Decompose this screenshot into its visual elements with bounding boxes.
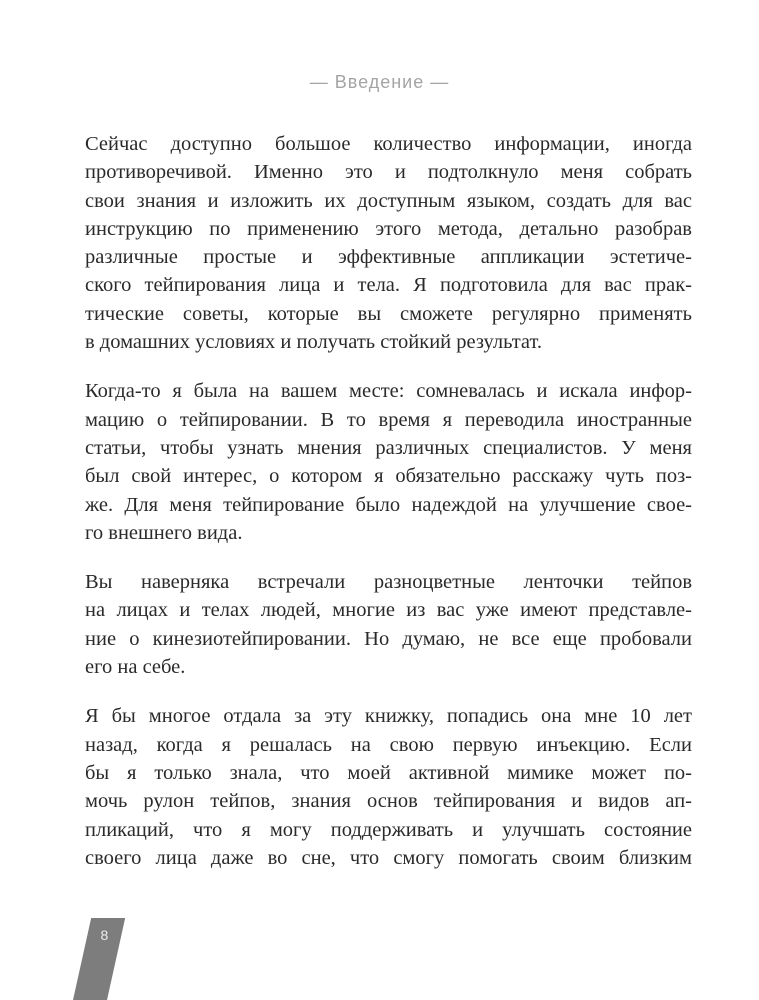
text-line: ние о кинезиотейпировании. Но думаю, не все еще пробовали bbox=[85, 627, 692, 650]
text-line: пликаций, что я могу поддерживать и улучшать состояние bbox=[85, 818, 692, 841]
text-line: же. Для меня тейпирование было надеждой на улучшение свое- bbox=[85, 493, 692, 516]
text-line: своего лица даже во сне, что смогу помогать своим близким bbox=[85, 846, 692, 869]
text-line: был свой интерес, о котором я обязательно расскажу чуть поз- bbox=[85, 465, 692, 488]
page-number: 8 bbox=[100, 927, 109, 943]
chapter-header: — Введение — bbox=[309, 72, 450, 92]
paragraph bbox=[85, 130, 692, 356]
text-line: мочь рулон тейпов, знания основ тейпирования и видов ап- bbox=[85, 790, 692, 813]
text-line: го внешнего вида. bbox=[85, 521, 243, 544]
text-line: Вы наверняка встречали разноцветные ленточки тейпов bbox=[85, 571, 692, 594]
text-line: Я бы многое отдала за эту книжку, попадись она мне 10 лет bbox=[85, 705, 692, 728]
text-line: Сейчас доступно большое количество информации, иногда bbox=[85, 133, 692, 155]
page-number-tab bbox=[73, 918, 125, 1000]
paragraph bbox=[85, 702, 692, 872]
text-line: ского тейпирования лица и тела. Я подготовила для вас прак- bbox=[85, 274, 692, 297]
text-line: свои знания и изложить их доступным языком, создать для вас bbox=[85, 189, 692, 212]
text-line: тические советы, которые вы сможете регулярно применять bbox=[85, 302, 692, 325]
text-line: бы я только знала, что моей активной мимике может по- bbox=[85, 761, 692, 784]
paragraph bbox=[85, 568, 692, 681]
text-line: назад, когда я решалась на свою первую инъекцию. Если bbox=[85, 733, 692, 756]
text-line: его на себе. bbox=[85, 656, 186, 679]
text-line: на лицах и телах людей, многие из вас уже имеют представле- bbox=[85, 599, 692, 622]
text-line: Когда-то я была на вашем месте: сомневалась и искала инфор- bbox=[85, 380, 692, 403]
text-block bbox=[85, 130, 692, 872]
text-line: статьи, чтобы узнать мнения различных специалистов. У меня bbox=[85, 436, 692, 459]
paragraph bbox=[85, 377, 692, 547]
text-line: мацию о тейпировании. В то время я переводила иностранные bbox=[85, 408, 692, 431]
text-line: в домашних условиях и получать стойкий результат. bbox=[85, 331, 543, 354]
text-line: противоречивой. Именно это и подтолкнуло меня собрать bbox=[85, 161, 692, 184]
text-line: инструкцию по применению этого метода, детально разобрав bbox=[85, 217, 692, 240]
text-line: различные простые и эффективные аппликации эстетиче- bbox=[85, 246, 692, 269]
